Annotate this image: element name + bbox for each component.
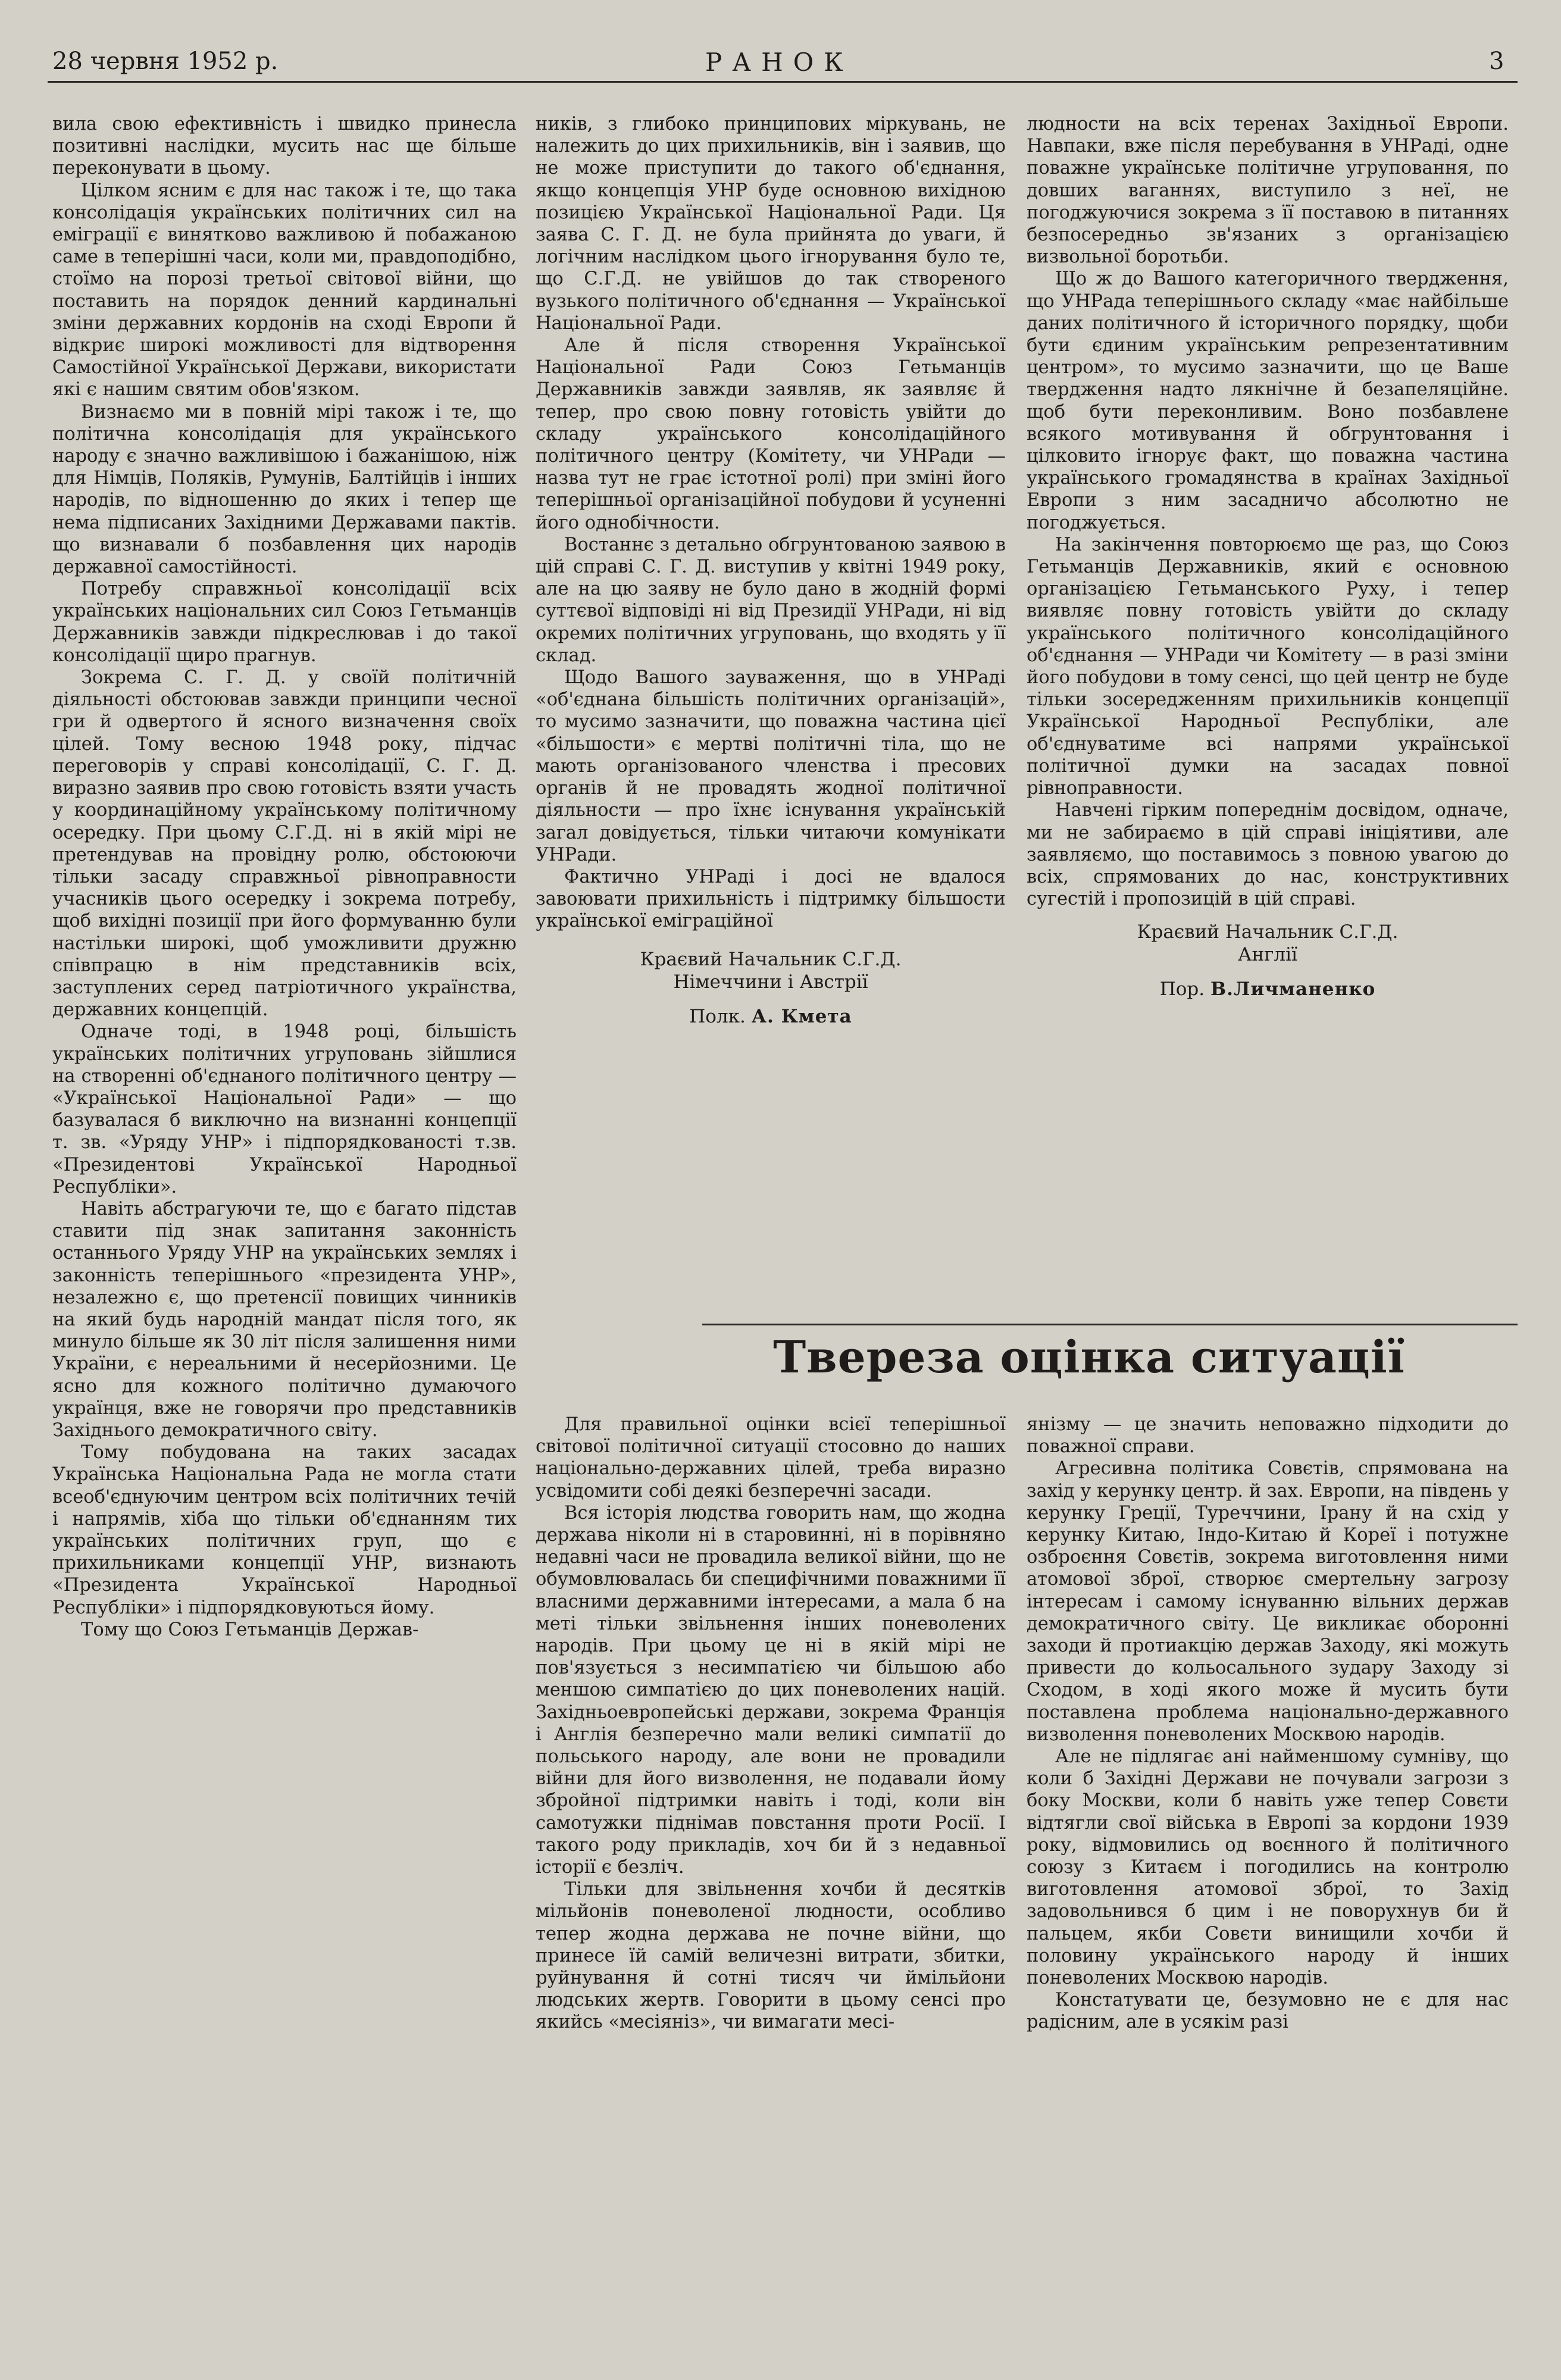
article-column-a [536,1413,1006,2034]
paragraph: людности на всіх теренах Західньої Европи. Навпаки, вже після перебування в УНРаді, одне поважне українське політичне угруповання, по довших ваганнях, виступило з неї, не погоджуючися зокрема з її поставою в питаннях безпосередньо зв'язаних з організацією визвольної боротьби. [1027,114,1509,268]
issue-date: 28 червня 1952 р. [52,48,279,75]
paragraph: Потребу справжньої консолідації всіх українських національних сил Союз Гетьманців Державників завжди підкреслював і до такої консолідації щиро прагнув. [52,578,517,666]
page-header [0,48,1561,77]
paragraph: Тільки для звільнення хочби й десятків мільйонів поневоленої людности, особливо тепер жодна держава не почне війни, що принесе їй самій величезні витрати, збитки, руйнування й сотні тисяч чи ймільйони людських жертв. Говорити в цьому сенсі про якийсь «месіяніз», чи вимагати месі- [536,1879,1006,2033]
signature-person: А. Кмета [751,1005,852,1027]
signature-rank: Полк. [689,1005,746,1027]
paragraph: Але й після створення Української Національної Ради Союз Гетьманців Державників завжди заявляв, як заявляє й тепер, про свою повну готовість увійти до складу українського консолідаційного політичного центру (Комітету, чи УНРади — назва тут не грає істотної ролі) при зміні його теперішньої організаційної побудови й усуненні його однобічности. [536,335,1006,533]
signature-region: Англії [1238,944,1297,966]
column-3 [1027,113,1509,1000]
paragraph: Навчені гірким попереднім досвідом, одначе, ми не забираємо в цій справі ініціятиви, але заявляємо, що поставимось з повною увагою до всіх, спрямованих до нас, конструктивних сугестій і пропозицій в цій справі. [1027,800,1509,910]
signature-person: В.Личманенко [1210,978,1376,1000]
article-title: Твереза оцінка ситуації [773,1332,1405,1383]
signature-name [536,1005,1006,1028]
paragraph: Навіть абстрагуючи те, що є багато підстав ставити під знак запитання законність останнього Уряду УНР на українських землях і законність теперішнього «президента УНР», незалежно є, що претенсії повищих чинників на який будь народній мандат після того, як минуло більше як 30 літ після залишення ними України, є нереальними й несерйозними. Це ясно для кожного політично думаючого українця, вже не говорячи про представників Західнього демократичного світу. [52,1198,517,1441]
page-number: 3 [1489,48,1504,75]
article-column-b [1027,1413,1509,2034]
paragraph: Визнаємо ми в повній мірі також і те, що політична консолідація для українського народу є значно важливішою і бажанішою, ніж для Німців, Поляків, Румунів, Балтійців і інших народів, по відношенню до яких і тепер ще нема підписаних Західними Державами пактів. що визнавали б позбавлення цих народів державної самостійності. [52,401,517,578]
paragraph: ників, з глибоко принципових міркувань, не належить до цих прихильників, він і заявив, що не може приступити до такого об'єднання, якщо концепція УНР буде основною вихідною позицією Української Національної Ради. Ця заява С. Г. Д. не була прийнята до уваги, й логічним наслідком цього ігнорування було те, що С.Г.Д. не увійшов до так створеного вузького політичного об'єднання — Української Національної Ради. [536,114,1006,334]
signature-region: Німеччини і Австрії [673,971,868,993]
column-1 [52,113,517,1641]
paragraph: Для правильної оцінки всієї теперішньої світової політичної ситуації стосовно до наших національно-державних цілей, треба виразно усвідомити собі деякі безперечні засади. [536,1414,1006,1502]
paragraph: Що ж до Вашого категоричного твердження, що УНРада теперішнього складу «має найбільше даних політичного й історичного порядку, щоби бути єдиним українським репрезентативним центром», то мусимо зазначити, що це Ваше твердження надто лякнічне й безапеляційне. щоб бути переконливим. Воно позбавлене всякого мотивування й обгрунтовання і цілковито ігнорує факт, що поважна частина українського громадянства в країнах Західньої Европи з ним засадничо абсолютно не погоджується. [1027,268,1509,533]
signature-title: Краєвий Начальник С.Г.Д. [1137,921,1399,943]
signature-name [1027,978,1509,1000]
paragraph: Вся історія людства говорить нам, що жодна держава ніколи ні в старовинні, ні в порівняно недавні часи не провадила великої війни, що не обумовлювалась би специфічними поважними її власними державними інтересами, а мала б на меті тільки звільнення інших поневолених народів. При цьому це ні в якій мірі не пов'язується з несимпатією чи більшою або меншою симпатією до цих поневолених націй. Західньоевропейські держави, зокрема Франція і Англія безперечно мали великі симпатії до польського народу, але вони не провадили війни для його визволення, не подавали йому збройної підтримки навіть і тоді, коли він самотужки піднімав повстання проти Росії. І такого роду прикладів, хоч би й з недавньої історії є безліч. [536,1502,1006,1878]
paragraph: Тому побудована на таких засадах Українська Національна Рада не могла стати всеоб'єднуючим центром всіх політичних течій і напрямів, хіба що тільки об'єднанням тих українських політичних груп, що є прихильниками концепції УНР, визнають «Президента Української Народньої Республіки» і підпорядковуються йому. [52,1442,517,1618]
paragraph: Агресивна політика Совєтів, спрямована на захід у керунку центр. й зах. Европи, на південь у керунку Греції, Туреччини, Ірану й на схід у керунку Китаю, Індо-Китаю й Кореї і потужне озброєння Совєтів, зокрема виготовлення ними атомової зброї, створює смертельну загрозу інтересам і самому існуванню вільних держав демократичного світу. Це викликає оборонні заходи й протиакцію держав Заходу, які можуть привести до кольосального зудару Заходу зі Сходом, в ході якого може й мусить бути поставлена проблема національно-державного визволення поневолених Москвою народів. [1027,1458,1509,1745]
column-2 [536,113,1006,1028]
header-divider [48,81,1518,83]
paragraph: вила свою ефективність і швидко принесла позитивні наслідки, мусить нас ще більше переконувати в цьому. [52,114,517,179]
signature-rank: Пор. [1159,978,1205,1000]
paragraph: Одначе тоді, в 1948 році, більшість українських політичних угруповань зійшлися на створенні об'єднаного політичного центру — «Української Національної Ради» — що базувалася б виключно на визнанні концепції т. зв. «Уряду УНР» і підпорядкованості т.зв. «Президентові Української Народньої Республіки». [52,1021,517,1197]
paragraph: Зокрема С. Г. Д. у своїй політичній діяльності обстоював завжди принципи чесної гри й одвертого й ясного визначення своїх цілей. Тому весною 1948 року, підчас переговорів у справі консолідації, С. Г. Д. виразно заявив про свою готовість взяти участь у координаційному українському політичному осередку. При цьому С.Г.Д. ні в якій мірі не претендував на провідну ролю, обстоюючи тільки засаду справжньої рівноправности учасників цього осередку і зокрема потребу, щоб вихідні позиції при його формуванню були настільки широкі, щоб уможливити дружню співпрацю в нім представників всіх, заступлених серед патріотичного українства, державних концепцій. [52,667,517,1021]
paragraph: янізму — це значить неповажно підходити до поважної справи. [1027,1414,1509,1458]
newspaper-title: РАНОК [705,48,853,77]
paragraph: Фактично УНРаді і досі не вдалося завоювати прихильність і підтримку більшости української еміграційної [536,866,1006,932]
signature-title: Краєвий Начальник С.Г.Д. [640,948,902,970]
article-divider [702,1324,1518,1325]
paragraph: Але не підлягає ані найменшому сумніву, що коли б Західні Держави не почували загрози з боку Москви, коли б навіть уже тепер Совєти відтягли свої війська в Европі за кордони 1939 року, відмовились од воєнного й політичного союзу з Китаєм і погодились на контролю виготовлення атомової зброї, то Захід задовольнився б цим і не поворухнув би й пальцем, якби Совєти винищили хочби й половину українського народу й інших поневолених Москвою народів. [1027,1746,1509,1989]
paragraph: Констатувати це, безумовно не є для нас радісним, але в усякім разі [1027,1990,1509,2033]
paragraph: Тому що Союз Гетьманців Держав- [81,1619,419,1640]
paragraph: Цілком ясним є для нас також і те, що така консолідація українських політичних сил на еміграції є винятково важливою й побажаною саме в теперішні часи, коли ми, правдоподібно, стоїмо на порозі третьої світової війни, що поставить на порядок денний кардинальні зміни державних кордонів на сході Европи й відкриє широкі можливості для відтворення Самостійної Української Держави, використати які є нашим святим обов'язком. [52,180,517,401]
paragraph: Щодо Вашого зауваження, що в УНРаді «об'єднана більшість політичних організацій», то мусимо зазначити, що поважна частина цієї «більшости» є мертві політичні тіла, що не мають організованого членства і пресових органів й не провадять жодної політичної діяльности — про їхнє існування українській загал довідується, тільки читаючи комунікати УНРади. [536,667,1006,865]
paragraph: На закінчення повторюємо ще раз, що Союз Гетьманців Державників, який є основною організацією Гетьманського Руху, і тепер виявляє повну готовість увійти до складу українського політичного консолідаційного об'єднання — УНРади чи Комітету — в разі зміни його побудови в тому сенсі, що цей центр не буде тільки зосередженням прихильників концепції Української Народньої Республіки, але об'єднуватиме всі напрями української політичної думки на засадах повної рівноправности. [1027,534,1509,799]
paragraph: Востаннє з детально обгрунтованою заявою в цій справі С. Г. Д. виступив у квітні 1949 року, але на цю заяву не було дано в жодній формі суттєвої відповіді ні від Президії УНРади, ні від окремих політичних угруповань, що входять у її склад. [536,534,1006,666]
